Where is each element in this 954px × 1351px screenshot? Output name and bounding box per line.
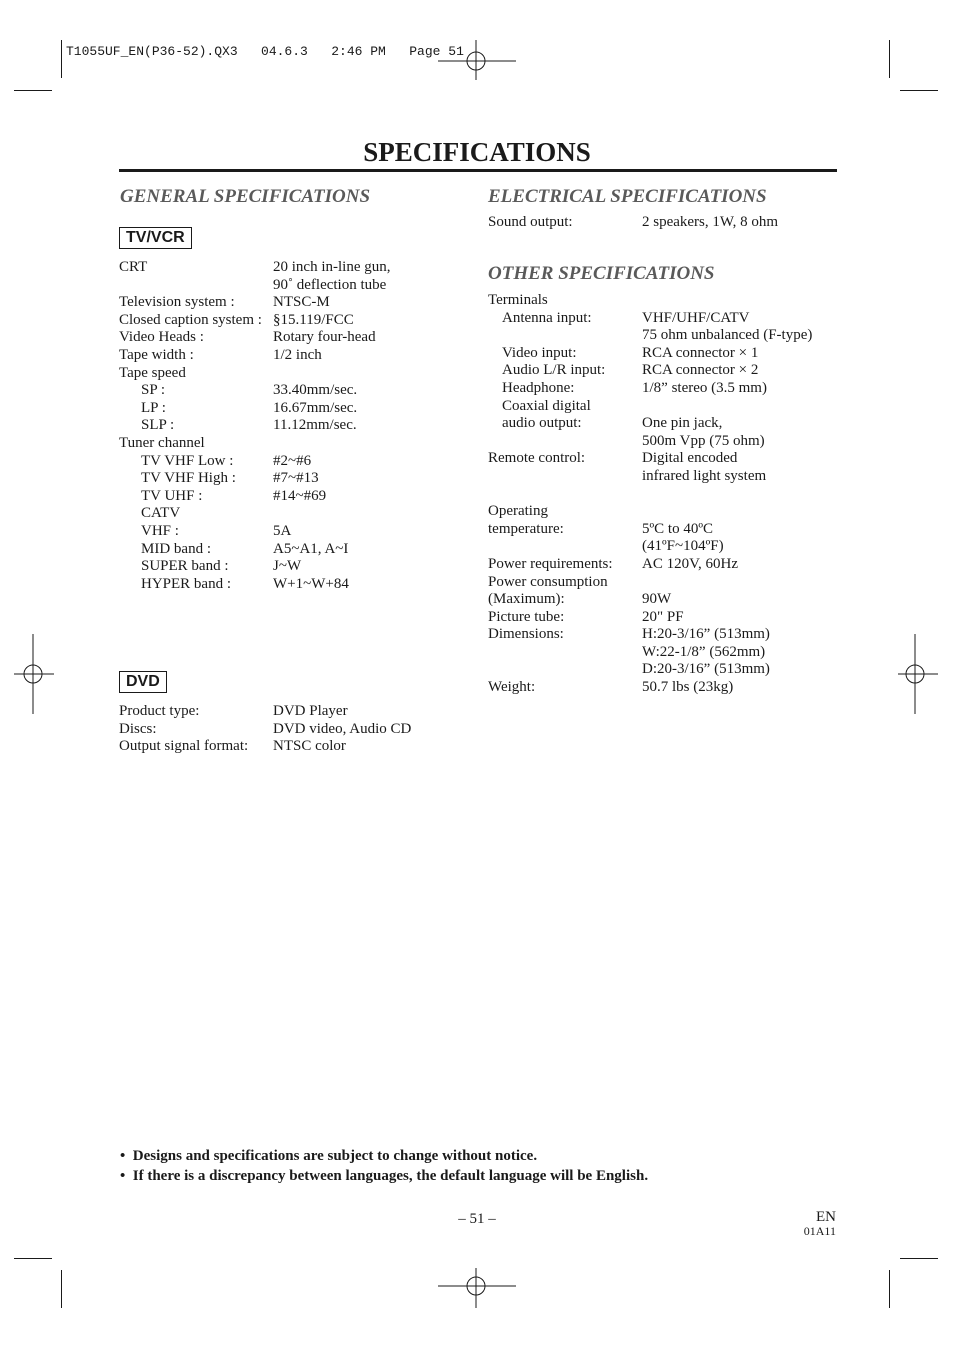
spec-label: Output signal format: xyxy=(119,738,249,755)
spec-value: RCA connector × 2 xyxy=(642,362,759,379)
spec-label: TV VHF Low : xyxy=(141,452,234,469)
spec-label: Closed caption system : xyxy=(119,311,262,328)
spec-row xyxy=(488,503,888,521)
spec-label: Video input: xyxy=(502,344,577,361)
electrical-specifications-heading: ELECTRICAL SPECIFICATIONS xyxy=(488,186,767,207)
spec-value: 5A xyxy=(273,522,292,539)
spec-label: SUPER band : xyxy=(141,558,229,575)
spec-value: DVD video, Audio CD xyxy=(273,720,412,737)
spec-row xyxy=(488,644,888,662)
spec-value: 11.12mm/sec. xyxy=(273,417,357,434)
dvd-spec-list xyxy=(119,703,459,756)
spec-row xyxy=(119,347,459,365)
spec-label: Coaxial digital xyxy=(502,397,591,414)
spec-row xyxy=(488,591,888,609)
spec-row xyxy=(488,679,888,697)
spec-label: SLP : xyxy=(141,417,175,434)
spec-value: #14~#69 xyxy=(273,487,327,504)
spec-row xyxy=(119,558,459,576)
spec-value: J~W xyxy=(273,558,302,575)
page-title: SPECIFICATIONS xyxy=(363,137,591,167)
spec-label: LP : xyxy=(141,399,166,416)
spec-row xyxy=(119,523,459,541)
spec-label: CATV xyxy=(141,505,181,522)
spec-row xyxy=(119,382,459,400)
dvd-badge: DVD xyxy=(119,671,167,693)
spec-row xyxy=(488,521,888,539)
registration-mark-left-icon xyxy=(14,634,54,714)
spec-value: 20" PF xyxy=(642,608,684,625)
spec-value: (41ºF~104ºF) xyxy=(642,538,724,555)
spec-row xyxy=(488,380,888,398)
spec-row xyxy=(119,259,459,277)
general-specifications-heading: GENERAL SPECIFICATIONS xyxy=(120,186,371,207)
spec-row xyxy=(119,470,459,488)
spec-row xyxy=(488,450,888,468)
spec-row xyxy=(488,345,888,363)
spec-value: 1/8” stereo (3.5 mm) xyxy=(642,379,767,396)
spec-value: infrared light system xyxy=(642,467,767,484)
spec-value: 5ºC to 40ºC xyxy=(642,520,713,537)
spec-value: 500m Vpp (75 ohm) xyxy=(642,432,765,449)
spec-row xyxy=(488,538,888,556)
spec-label: Tape speed xyxy=(119,364,186,381)
spec-value: 50.7 lbs (23kg) xyxy=(642,679,734,696)
spec-label: CRT xyxy=(119,259,148,275)
spec-value: 90W xyxy=(642,591,672,608)
spec-row xyxy=(488,468,888,486)
language-code: EN xyxy=(816,1209,836,1225)
spec-label: Tape width : xyxy=(119,346,194,363)
spec-label: TV VHF High : xyxy=(141,470,236,487)
registration-mark-bottom-icon xyxy=(438,1268,516,1308)
spec-row xyxy=(119,541,459,559)
spec-row xyxy=(488,398,888,416)
spec-row xyxy=(119,365,459,383)
spec-label: Operating xyxy=(488,503,548,520)
spec-row xyxy=(119,435,459,453)
spec-row xyxy=(488,661,888,679)
spec-value: RCA connector × 1 xyxy=(642,344,759,361)
registration-mark-right-icon xyxy=(898,634,938,714)
spec-label: Discs: xyxy=(119,720,157,737)
spec-label: temperature: xyxy=(488,520,564,537)
spec-label: MID band : xyxy=(141,540,211,557)
spec-label: Video Heads : xyxy=(119,329,204,346)
spec-value: AC 120V, 60Hz xyxy=(642,555,738,572)
spec-label: Audio L/R input: xyxy=(502,362,606,379)
title-divider xyxy=(119,169,837,172)
electrical-spec-list xyxy=(488,214,888,232)
spec-value: §15.119/FCC xyxy=(273,311,354,328)
spec-row xyxy=(488,486,888,504)
spec-row xyxy=(488,327,888,345)
spec-label: Antenna input: xyxy=(502,309,592,326)
spec-value: #7~#13 xyxy=(273,470,319,487)
footnote-item: • If there is a discrepancy between languages, the default language will be English. xyxy=(120,1168,649,1184)
spec-row xyxy=(119,277,459,295)
spec-row xyxy=(119,488,459,506)
other-spec-list xyxy=(488,292,888,697)
spec-row xyxy=(119,453,459,471)
spec-label: HYPER band : xyxy=(141,575,231,592)
spec-label: Terminals xyxy=(488,292,548,308)
spec-row xyxy=(488,214,888,232)
spec-label: Remote control: xyxy=(488,450,586,467)
spec-row xyxy=(119,329,459,347)
spec-value: #2~#6 xyxy=(273,452,312,469)
spec-label: TV UHF : xyxy=(141,487,203,504)
tvvcr-badge: TV/VCR xyxy=(119,227,192,249)
spec-row xyxy=(119,738,459,756)
spec-value: NTSC-M xyxy=(273,294,330,311)
page-number: – 51 – xyxy=(458,1211,496,1227)
spec-value: DVD Player xyxy=(273,703,348,719)
spec-row xyxy=(119,294,459,312)
print-header: T1055UF_EN(P36-52).QX3 04.6.3 2:46 PM Page 51 xyxy=(66,44,464,59)
spec-label: VHF : xyxy=(141,522,179,539)
spec-value: NTSC color xyxy=(273,738,346,755)
spec-label: Sound output: xyxy=(488,214,573,230)
document-code: 01A11 xyxy=(803,1224,836,1238)
spec-value: H:20-3/16” (513mm) xyxy=(642,626,770,643)
spec-row xyxy=(488,574,888,592)
spec-label: Weight: xyxy=(488,679,536,696)
footnotes xyxy=(120,1146,648,1186)
tvvcr-spec-list xyxy=(119,259,459,593)
spec-row xyxy=(488,609,888,627)
spec-row xyxy=(488,292,888,310)
spec-row xyxy=(488,626,888,644)
spec-row xyxy=(488,415,888,433)
spec-label: audio output: xyxy=(502,415,582,432)
spec-value: 16.67mm/sec. xyxy=(273,399,358,416)
spec-row xyxy=(488,310,888,328)
spec-label: (Maximum): xyxy=(488,591,565,608)
spec-label: Headphone: xyxy=(502,379,575,396)
spec-value: VHF/UHF/CATV xyxy=(642,309,750,326)
spec-row xyxy=(488,556,888,574)
spec-value: 1/2 inch xyxy=(273,346,322,363)
other-specifications-heading: OTHER SPECIFICATIONS xyxy=(488,263,715,284)
spec-label: Picture tube: xyxy=(488,608,565,625)
spec-row xyxy=(119,576,459,594)
spec-value: Rotary four-head xyxy=(273,329,376,346)
spec-value: D:20-3/16” (513mm) xyxy=(642,661,770,678)
spec-label: Television system : xyxy=(119,294,235,311)
spec-row xyxy=(119,417,459,435)
spec-row xyxy=(119,312,459,330)
spec-label: Product type: xyxy=(119,703,200,719)
spec-value: W:22-1/8” (562mm) xyxy=(642,643,766,660)
spec-value: 2 speakers, 1W, 8 ohm xyxy=(642,214,779,230)
footnote-item: • Designs and specifications are subject to change without notice. xyxy=(120,1148,538,1164)
spec-value: Digital encoded xyxy=(642,450,738,467)
spec-value: 90˚ deflection tube xyxy=(273,276,387,293)
spec-row xyxy=(119,505,459,523)
spec-value: One pin jack, xyxy=(642,415,723,432)
spec-label: Dimensions: xyxy=(488,626,564,643)
spec-value: 33.40mm/sec. xyxy=(273,382,358,399)
spec-row xyxy=(119,721,459,739)
spec-label: SP : xyxy=(141,382,166,399)
spec-value: A5~A1, A~I xyxy=(273,540,349,557)
spec-row xyxy=(488,362,888,380)
spec-value: W+1~W+84 xyxy=(273,575,349,592)
spec-row xyxy=(119,703,459,721)
spec-row xyxy=(488,433,888,451)
spec-label: Power consumption xyxy=(488,573,608,590)
spec-value: 20 inch in-line gun, xyxy=(273,259,391,275)
spec-label: Power requirements: xyxy=(488,555,613,572)
spec-value: 75 ohm unbalanced (F-type) xyxy=(642,327,813,344)
spec-row xyxy=(119,400,459,418)
spec-label: Tuner channel xyxy=(119,434,205,451)
